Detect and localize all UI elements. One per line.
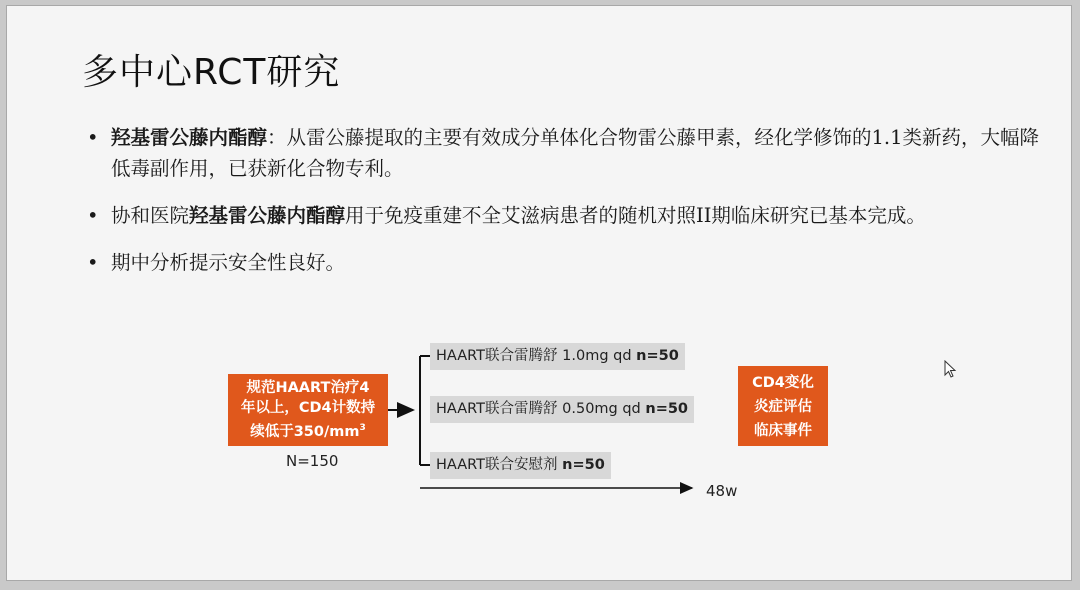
- total-n-label: N=150: [286, 452, 339, 470]
- arm-label: HAART联合安慰剂: [436, 457, 563, 473]
- endpoints-box: [738, 366, 828, 446]
- study-arm-2: [430, 396, 694, 423]
- drug-name: 羟基雷公藤内酯醇: [189, 204, 346, 227]
- drug-name: 羟基雷公藤内酯醇: [111, 126, 268, 149]
- bullet-text: ：从雷公藤提取的主要有效成分单体化合物雷公藤甲素，经化学修饰的1.1类新药，大幅降低毒副作用，已获新化合物专利。: [111, 126, 1040, 180]
- arm-n: n=50: [562, 457, 605, 473]
- superscript: 3: [359, 423, 366, 433]
- arm-label: HAART联合雷腾舒 0.50mg qd: [436, 401, 646, 417]
- duration-label: 48w: [706, 482, 738, 500]
- mouse-cursor-icon: [944, 360, 958, 380]
- bullet-dot-icon: •: [87, 204, 99, 227]
- endpoint-line: 临床事件: [754, 423, 812, 439]
- bullet-text: 期中分析提示安全性良好。: [111, 251, 346, 274]
- endpoint-line: 炎症评估: [754, 399, 812, 415]
- arm-n: n=50: [636, 348, 679, 364]
- criteria-line: 规范HAART治疗4: [246, 380, 370, 396]
- criteria-line: [228, 418, 388, 442]
- bullet-dot-icon: •: [87, 251, 99, 274]
- endpoint-line: CD4变化: [752, 375, 814, 391]
- study-arm-1: [430, 343, 685, 370]
- bullet-prefix: 协和医院: [111, 204, 190, 227]
- criteria-line: 年以上，CD4计数持: [240, 400, 376, 416]
- criteria-text: 续低于350/mm: [250, 423, 360, 440]
- slide-title: 多中心RCT研究: [82, 52, 341, 93]
- arm-n: n=50: [645, 401, 689, 417]
- inclusion-criteria-box: [228, 374, 388, 446]
- bullet-dot-icon: •: [87, 126, 99, 149]
- bullet-text: 用于免疫重建不全艾滋病患者的随机对照II期临床研究已基本完成。: [345, 204, 926, 227]
- arm-label: HAART联合雷腾舒 1.0mg qd: [436, 348, 637, 364]
- study-arm-3: [430, 452, 611, 479]
